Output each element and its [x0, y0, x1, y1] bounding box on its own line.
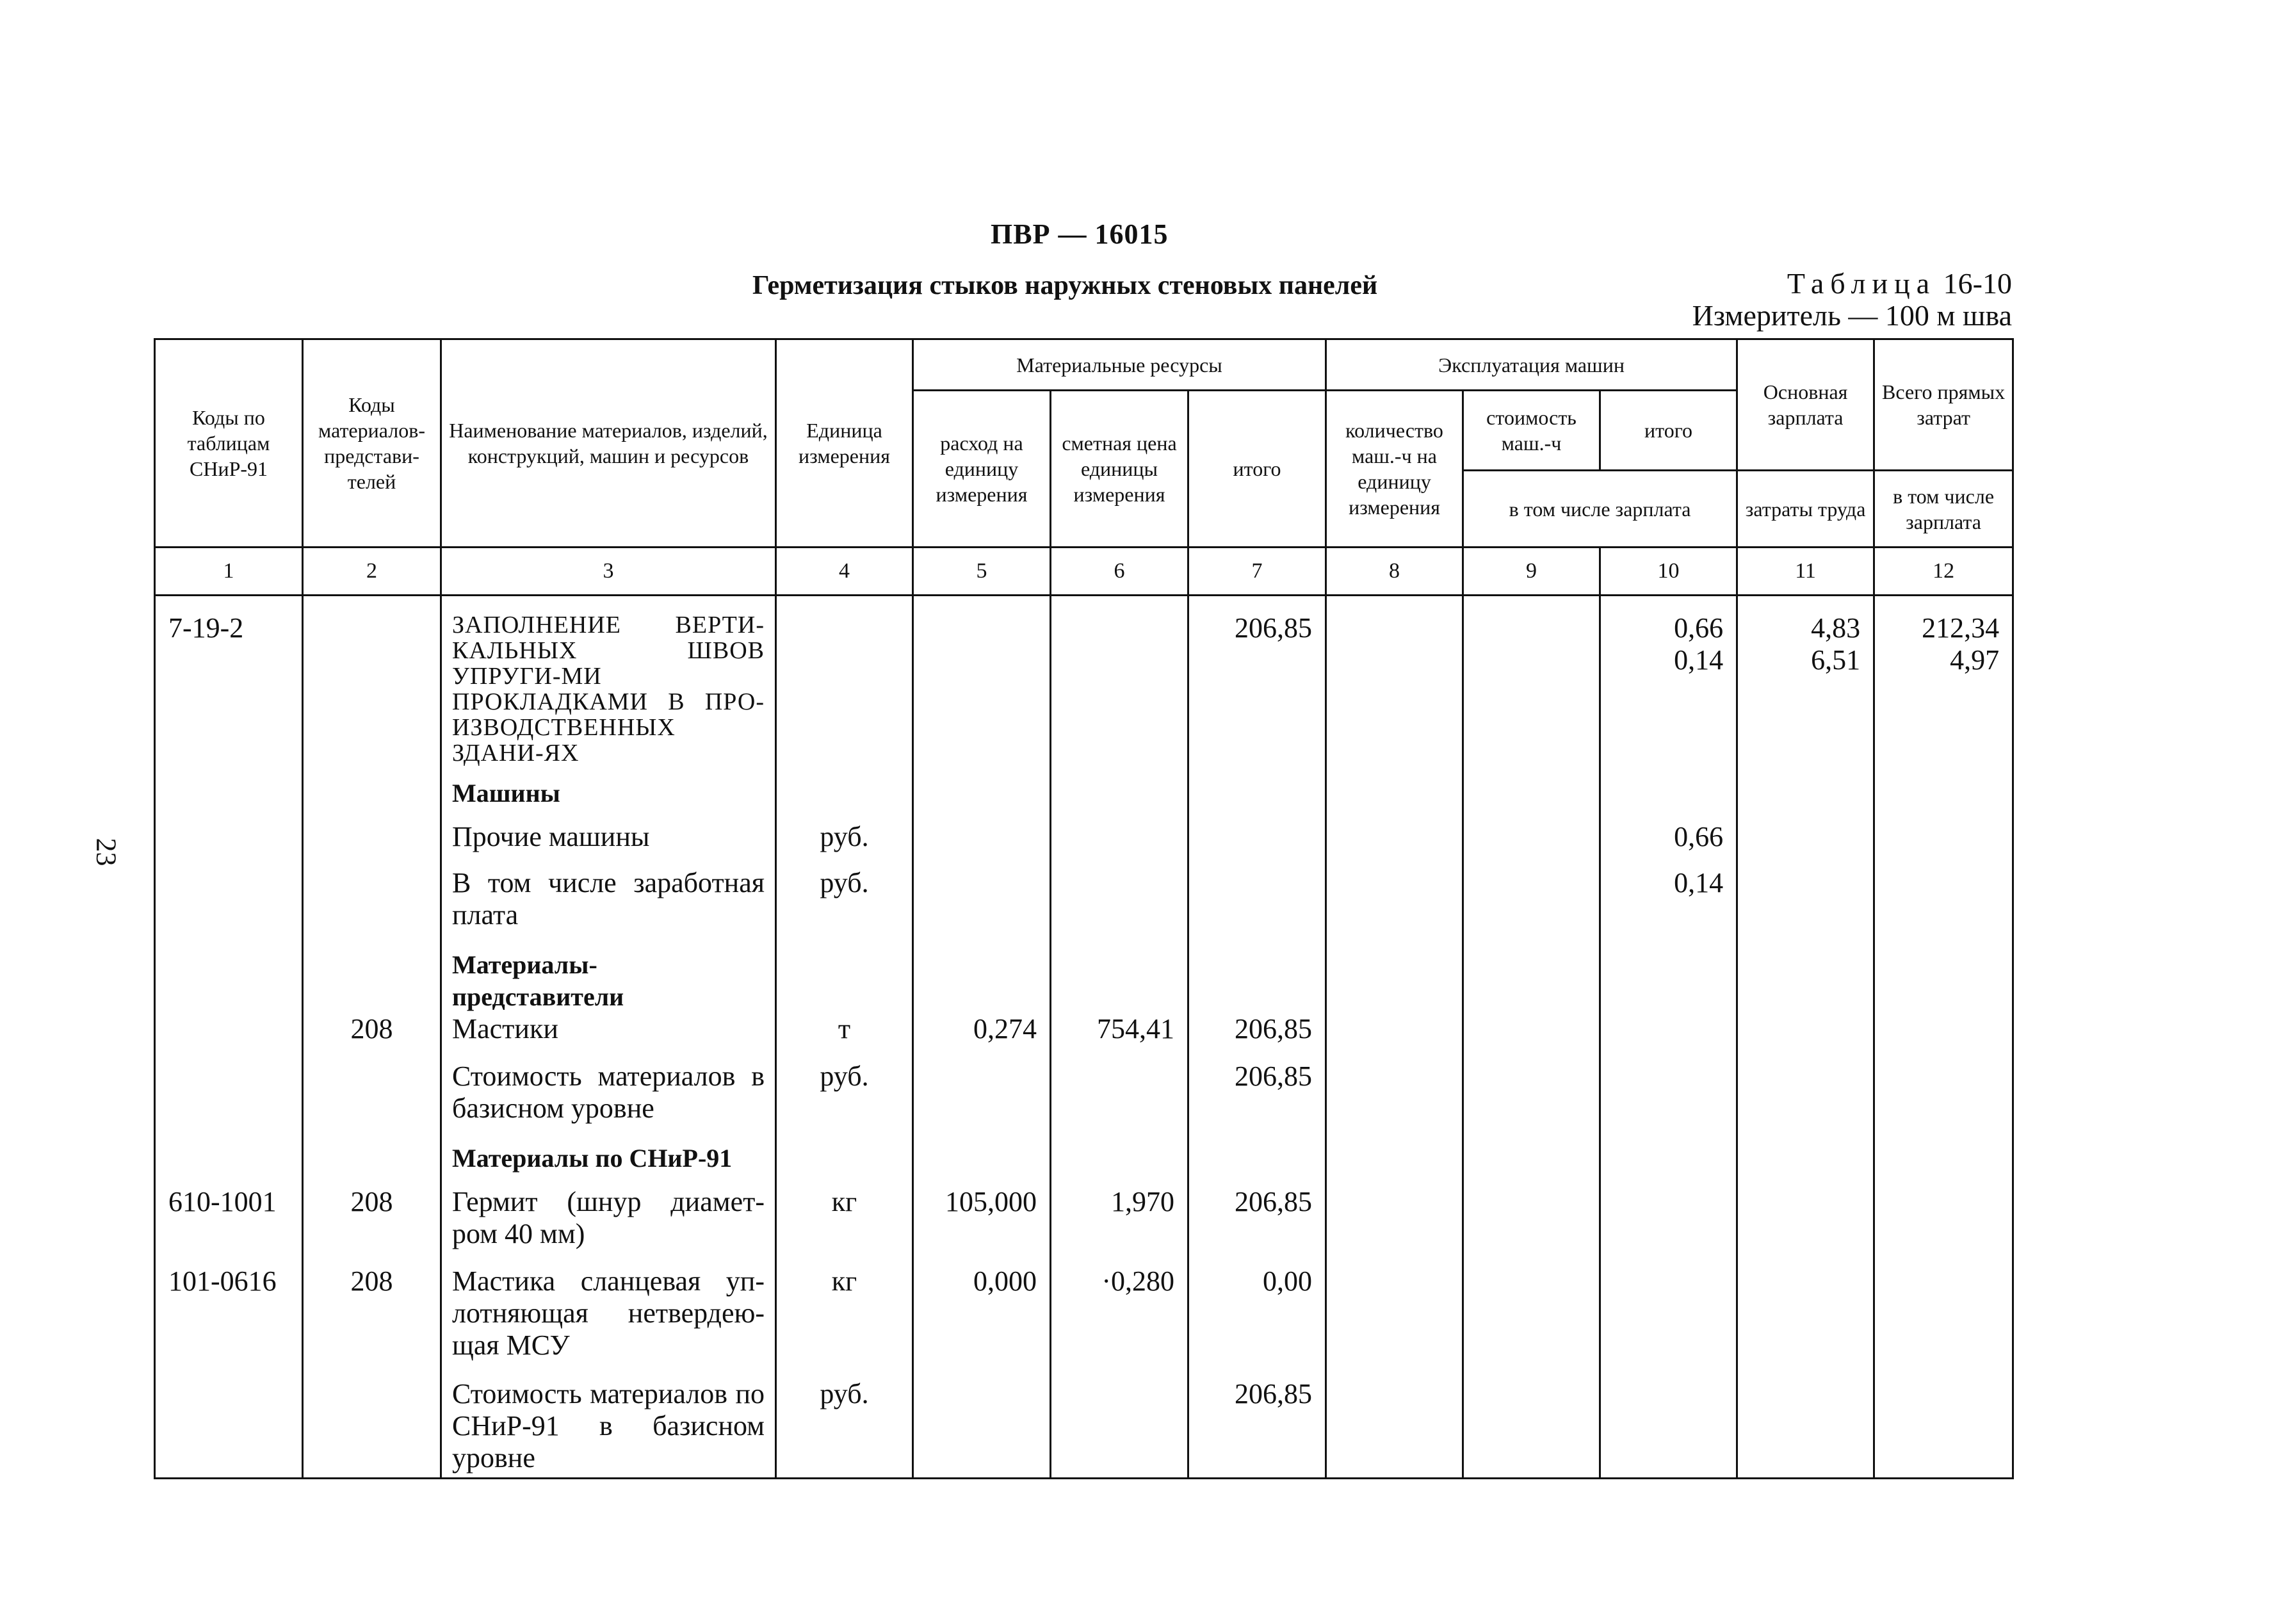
estimate-table: [154, 338, 2014, 1479]
machine-total: [1600, 612, 1737, 777]
header-codes-snir: Коды по таблицам СНиР-91: [155, 339, 303, 548]
section-row: [155, 949, 2013, 1013]
unit: т: [776, 1013, 913, 1060]
machine-total: 0,66: [1600, 821, 1737, 867]
machine-total-value: 0,66: [1674, 612, 1724, 644]
item-name: Прочие машины: [441, 821, 776, 867]
header-unit-price: сметная цена единицы измерения: [1051, 391, 1188, 548]
header-unit: Единица измерения: [776, 339, 913, 548]
item-name: ЗАПОЛНЕНИЕ ВЕРТИ-КАЛЬНЫХ ШВОВ УПРУГИ-МИ ПРОКЛАДКАМИ В ПРО-ИЗВОДСТВЕННЫХ ЗДАНИ-ЯХ: [441, 612, 776, 777]
col-number: 1: [155, 548, 303, 596]
consumption: 105,000: [913, 1186, 1051, 1265]
unit: руб.: [776, 1060, 913, 1142]
unit-price: 754,41: [1051, 1013, 1188, 1060]
measure-unit: Измеритель — 100 м шва: [1692, 299, 2012, 332]
representative-code: 208: [303, 1013, 441, 1060]
header-machine-total: итого: [1600, 391, 1737, 471]
document-code: ПВР — 16015: [991, 218, 1169, 250]
section-row: [155, 1142, 2013, 1186]
item-name: В том числе заработная плата: [441, 867, 776, 949]
material-total: 206,85: [1188, 1186, 1326, 1265]
table-word: Таблица: [1787, 267, 1936, 300]
col-number: 6: [1051, 548, 1188, 596]
material-total: 0,00: [1188, 1265, 1326, 1378]
header-total-direct-costs: Всего прямых затрат: [1874, 339, 2013, 471]
table-row: [155, 1378, 2013, 1479]
material-total: 206,85: [1188, 1378, 1326, 1479]
table-row: [155, 612, 2013, 777]
item-name: Стоимость материалов по СНиР-91 в базисном уровне: [441, 1378, 776, 1479]
header-base-wage: Основная зарплата: [1737, 339, 1874, 471]
snir-code: 7-19-2: [155, 612, 303, 777]
snir-code: 610-1001: [155, 1186, 303, 1265]
machine-total: 0,14: [1600, 867, 1737, 949]
base-wage-value: 4,83: [1811, 612, 1861, 644]
representative-code: 208: [303, 1265, 441, 1378]
col-number: 12: [1874, 548, 2013, 596]
header-machine-hours: количество маш.-ч на единицу измерения: [1326, 391, 1463, 548]
item-name: Стоимость материалов в базисном уровне: [441, 1060, 776, 1142]
col-number: 2: [303, 548, 441, 596]
section-machines: Машины: [441, 777, 776, 821]
table-row: [155, 1013, 2013, 1060]
consumption: 0,274: [913, 1013, 1051, 1060]
header-material-total: итого: [1188, 391, 1326, 548]
item-name: Гермит (шнур диамет-ром 40 мм): [441, 1186, 776, 1265]
section-representatives: Материалы-представители: [441, 949, 776, 1013]
header-consumption: расход на единицу измерения: [913, 391, 1051, 548]
material-total: 206,85: [1188, 1013, 1326, 1060]
snir-code: 101-0616: [155, 1265, 303, 1378]
unit: кг: [776, 1186, 913, 1265]
col-number: 8: [1326, 548, 1463, 596]
unit-price: 1,970: [1051, 1186, 1188, 1265]
col-number: 9: [1463, 548, 1600, 596]
item-name: Мастики: [441, 1013, 776, 1060]
table-row: [155, 867, 2013, 949]
machine-wage-value: 0,14: [1674, 644, 1724, 676]
header-machine-operation: Эксплуатация машин: [1326, 339, 1737, 391]
table-row: [155, 1186, 2013, 1265]
unit: руб.: [776, 1378, 913, 1479]
header-direct-wage-sub: в том числе зарплата: [1874, 471, 2013, 548]
document-title: Герметизация стыков наружных стеновых панелей: [752, 271, 1378, 300]
direct-costs: [1874, 612, 2013, 777]
table-row: [155, 1060, 2013, 1142]
unit: кг: [776, 1265, 913, 1378]
base-wage: [1737, 612, 1874, 777]
col-number: 7: [1188, 548, 1326, 596]
col-number: 10: [1600, 548, 1737, 596]
col-number: 11: [1737, 548, 1874, 596]
item-name: Мастика сланцевая уп-лотняющая нетвердею-щая МСУ: [441, 1265, 776, 1378]
labor-cost-value: 6,51: [1811, 644, 1861, 676]
table-row: [155, 1265, 2013, 1378]
representative-code: 208: [303, 1186, 441, 1265]
header-machine-wage-sub: в том числе зарплата: [1463, 471, 1737, 548]
col-number: 4: [776, 548, 913, 596]
unit-price: ·0,280: [1051, 1265, 1188, 1378]
header-name: Наименование материалов, изделий, конструкций, машин и ресурсов: [441, 339, 776, 548]
unit: руб.: [776, 821, 913, 867]
col-number: 5: [913, 548, 1051, 596]
header-material-resources: Материальные ресурсы: [913, 339, 1326, 391]
page-number: 23: [90, 838, 122, 866]
material-total: 206,85: [1188, 1060, 1326, 1142]
consumption: 0,000: [913, 1265, 1051, 1378]
col-number: 3: [441, 548, 776, 596]
header-codes-representatives: Коды материалов-представи-телей: [303, 339, 441, 548]
section-row: [155, 777, 2013, 821]
table-row: [155, 821, 2013, 867]
table-number: [1787, 266, 2012, 300]
table-number-value: 16-10: [1943, 267, 2012, 300]
material-total: 206,85: [1188, 612, 1326, 777]
unit: руб.: [776, 867, 913, 949]
header-machine-hour-cost: стоимость маш.-ч: [1463, 391, 1600, 471]
direct-wage-value: 4,97: [1950, 644, 2000, 676]
direct-costs-value: 212,34: [1922, 612, 2000, 644]
header-labor-sub: затраты труда: [1737, 471, 1874, 548]
section-snir: Материалы по СНиР-91: [441, 1142, 776, 1186]
